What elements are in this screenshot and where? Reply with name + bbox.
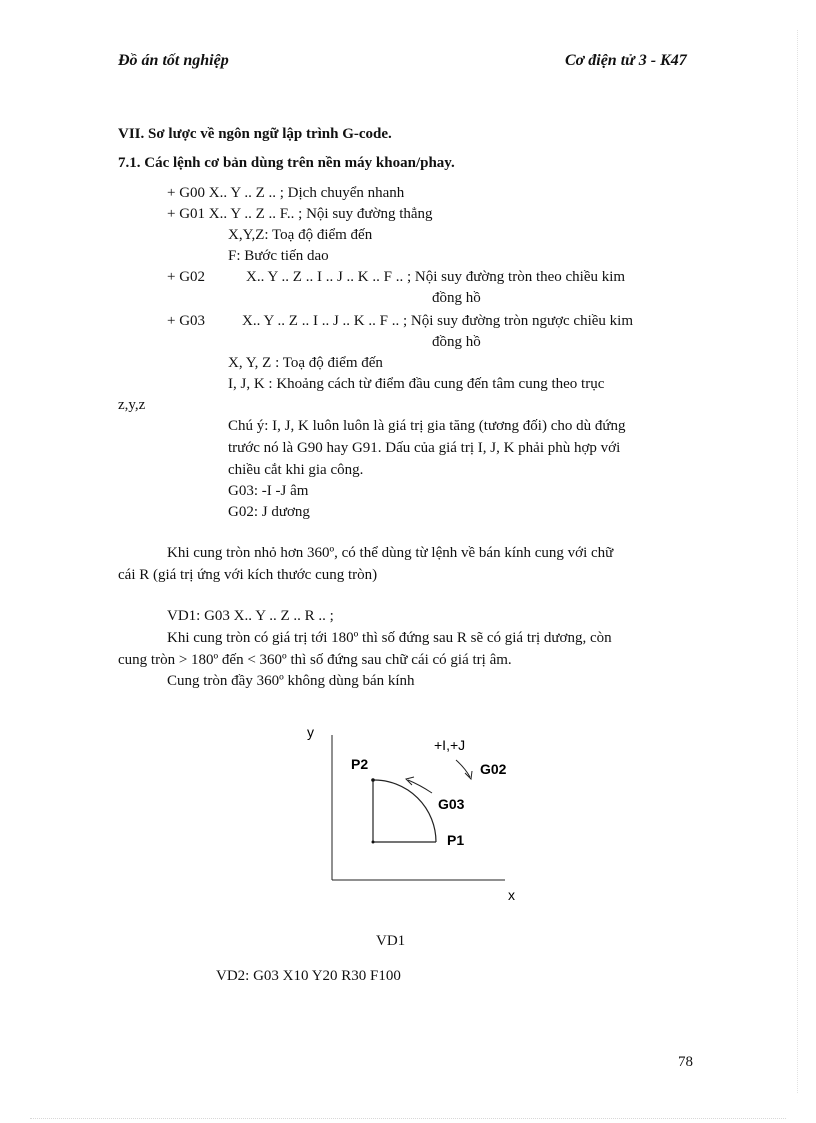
arc-ijk-cont: z,y,z [118, 397, 146, 413]
center-point [372, 841, 375, 844]
cmd-g02-text: X.. Y .. Z .. I .. J .. K .. F .. ; Nội suy đường tròn theo chiều kim [246, 269, 626, 285]
cmd-g02-text2: đồng hồ [432, 290, 481, 306]
note-line-3: chiều cắt khi gia công. [228, 462, 364, 478]
note-line-2: trước nó là G90 hay G91. Dấu của giá trị I, J, K phải phù hợp với [228, 440, 621, 456]
axis-y-label: y [307, 724, 314, 740]
note-g03: G03: -I -J âm [228, 483, 309, 499]
p2-label: P2 [351, 756, 369, 772]
p1-label: P1 [447, 832, 465, 848]
header-right: Cơ điện tử 3 - K47 [565, 52, 687, 69]
right-rule [797, 30, 798, 1093]
para-1-line-2: cái R (giá trị ứng với kích thước cung tròn) [118, 567, 378, 583]
header-left: Đồ án tốt nghiệp [118, 52, 229, 69]
g03-arrow [408, 780, 432, 793]
para-1-line-1: Khi cung tròn nhỏ hơn 360º, có thể dùng từ lệnh về bán kính cung với chữ [167, 545, 614, 561]
figure-caption: VD1 [376, 933, 406, 949]
note-line-1: Chú ý: I, J, K luôn luôn là giá trị gia tăng (tương đối) cho dù đứng [228, 418, 626, 434]
g02-label: G02 [480, 761, 507, 777]
cmd-g01: + G01 X.. Y .. Z .. F.. ; Nội suy đường thẳng [167, 206, 433, 222]
para-2-line-1: Khi cung tròn có giá trị tới 180º thì số đứng sau R sẽ có giá trị dương, còn [167, 630, 612, 646]
arc-ijk: I, J, K : Khoảng cách từ điểm đầu cung đến tâm cung theo trục [228, 376, 605, 392]
page-number: 78 [678, 1054, 693, 1070]
vd2-line: VD2: G03 X10 Y20 R30 F100 [216, 968, 401, 984]
bottom-rule [30, 1118, 786, 1119]
para-2-line-2: cung tròn > 180º đến < 360º thì số đứng sau chữ cái có giá trị âm. [118, 652, 512, 668]
cmd-g03-code: + G03 [167, 313, 206, 329]
subsection-title: 7.1. Các lệnh cơ bản dùng trên nền máy khoan/phay. [118, 155, 455, 171]
cmd-g01-f: F: Bước tiến dao [228, 248, 329, 264]
g02-arrow [456, 760, 470, 777]
g03-label: G03 [438, 796, 465, 812]
cmd-g00: + G00 X.. Y .. Z .. ; Dịch chuyển nhanh [167, 185, 405, 201]
note-g02: G02: J dương [228, 504, 310, 520]
cmd-g03-text: X.. Y .. Z .. I .. J .. K .. F .. ; Nội suy đường tròn ngược chiều kim [242, 313, 633, 329]
ij-label: +I,+J [434, 737, 466, 753]
arc-diagram [290, 715, 540, 915]
cmd-g03-text2: đồng hồ [432, 334, 481, 350]
vd1-line: VD1: G03 X.. Y .. Z .. R .. ; [167, 608, 334, 624]
axis-x-label: x [508, 887, 515, 903]
arc-xyz: X, Y, Z : Toạ độ điểm đến [228, 355, 383, 371]
section-title: VII. Sơ lược về ngôn ngữ lập trình G-code. [118, 126, 392, 142]
cmd-g01-xyz: X,Y,Z: Toạ độ điểm đến [228, 227, 373, 243]
para-3: Cung tròn đầy 360º không dùng bán kính [167, 673, 415, 689]
p2-point [371, 778, 375, 782]
cmd-g02-code: + G02 [167, 269, 206, 285]
